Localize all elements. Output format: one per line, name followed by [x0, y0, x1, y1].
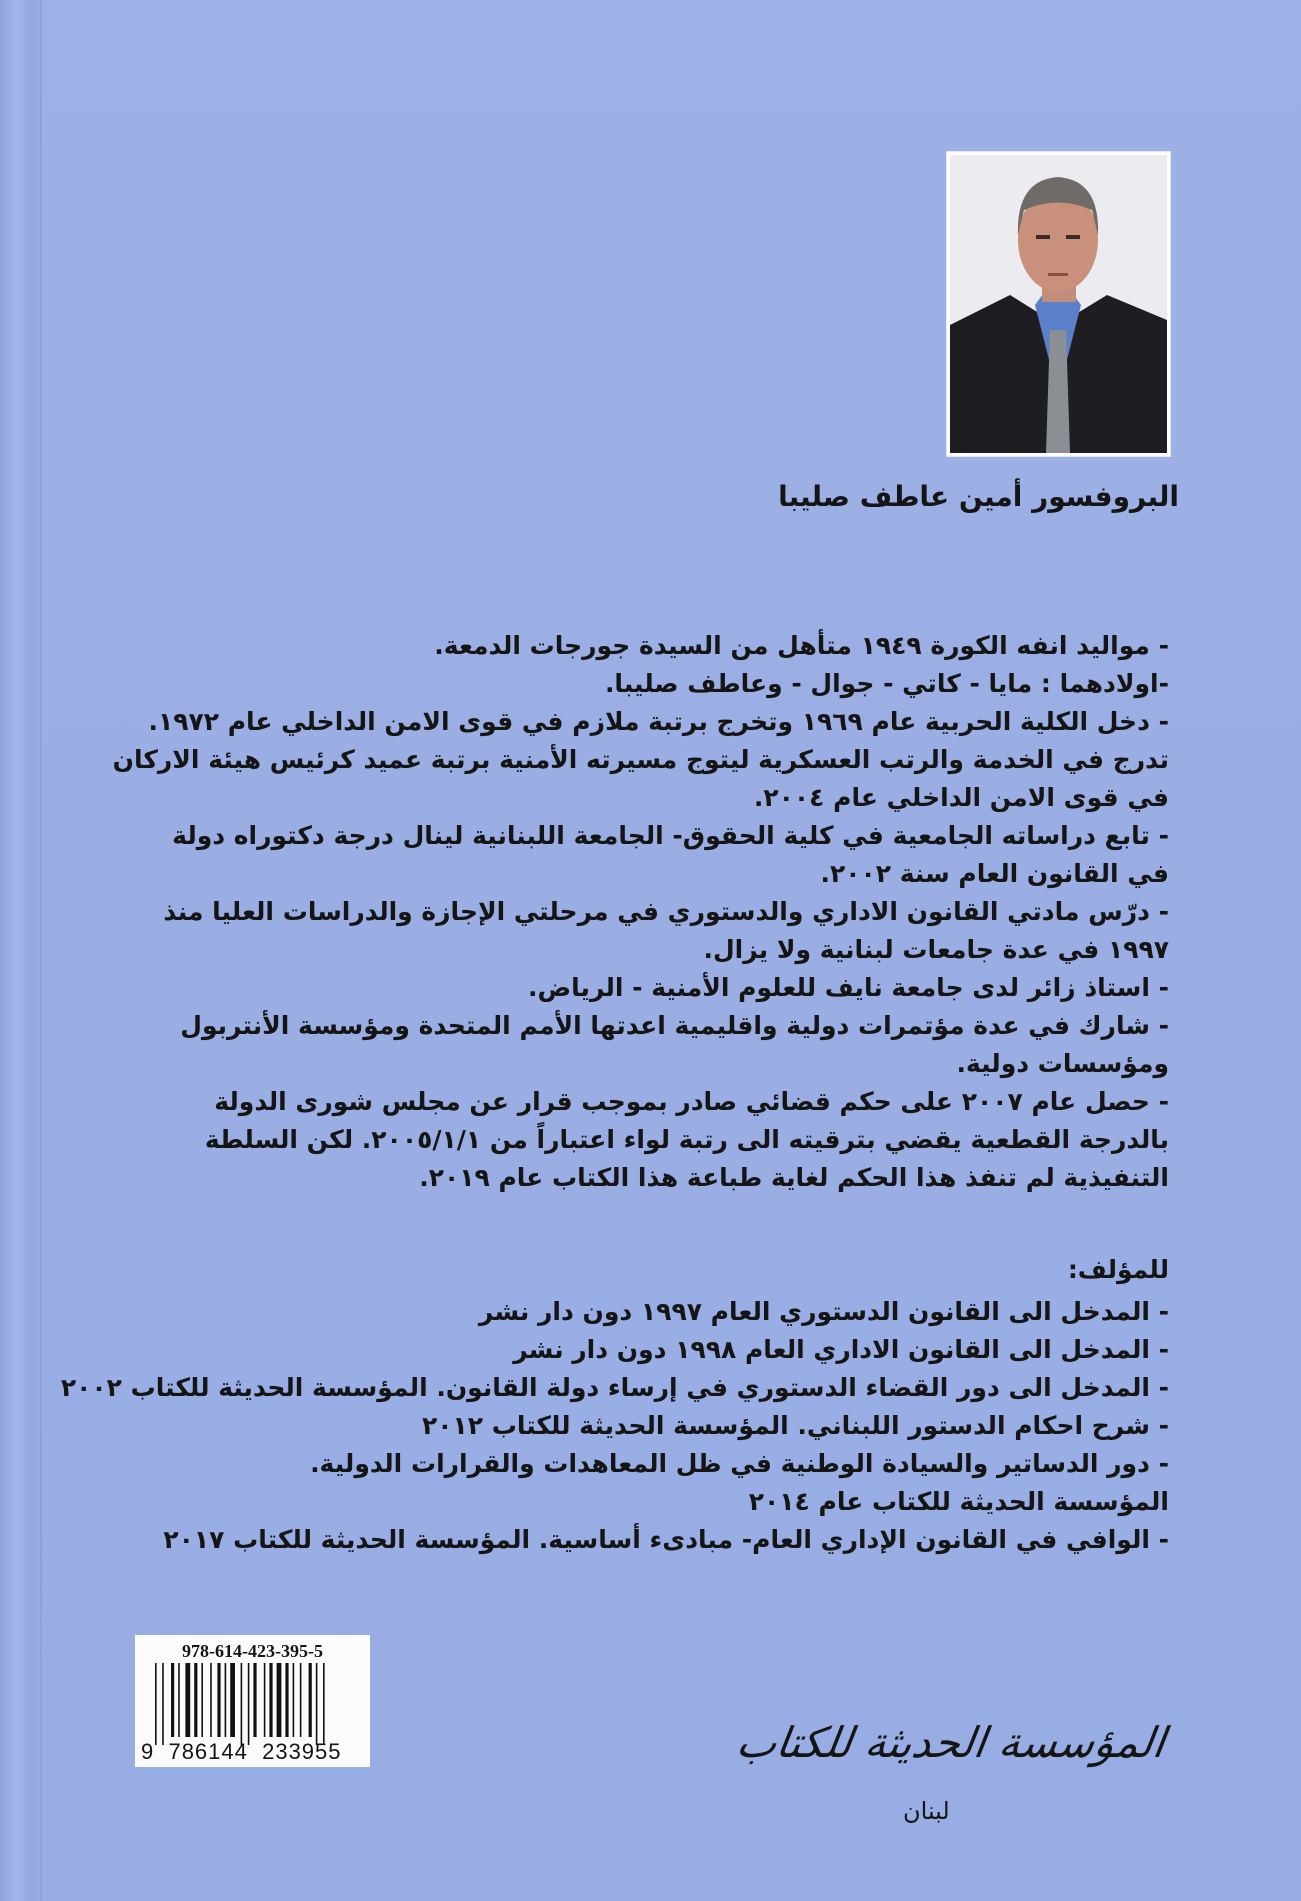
bio-line: - درّس مادتي القانون الاداري والدستوري في مرحلتي الإجازة والدراسات العليا منذ	[163, 897, 1169, 926]
author-works-list	[60, 1293, 1169, 1559]
bio-line: تدرج في الخدمة والرتب العسكرية ليتوج مسيرته الأمنية برتبة عميد كرئيس هيئة الاركان	[112, 745, 1169, 774]
barcode-bar	[155, 1663, 157, 1745]
author-photo	[947, 152, 1170, 456]
barcode-bar	[277, 1663, 282, 1737]
book-spine	[0, 0, 40, 1901]
work-item: - المدخل الى دور القضاء الدستوري في إرساء دولة القانون. المؤسسة الحديثة للكتاب ٢٠٠٢	[60, 1373, 1169, 1402]
barcode-bar	[285, 1663, 288, 1737]
bio-line: - شارك في عدة مؤتمرات دولية واقليمية اعدتها الأمم المتحدة ومؤسسة الأنتربول	[180, 1011, 1169, 1040]
author-name: البروفسور أمين عاطف صليبا	[778, 480, 1179, 513]
publisher-country: لبنان	[903, 1797, 950, 1825]
bio-line: - حصل عام ٢٠٠٧ على حكم قضائي صادر بموجب قرار عن مجلس شورى الدولة	[214, 1087, 1169, 1116]
isbn-barcode	[135, 1635, 370, 1767]
bio-line: التنفيذية لم تنفذ هذا الحكم لغاية طباعة هذا الكتاب عام ٢٠١٩.	[419, 1163, 1169, 1192]
barcode-bar	[269, 1663, 272, 1737]
bio-line: ١٩٩٧ في عدة جامعات لبنانية ولا يزال.	[703, 935, 1169, 964]
bio-line: - استاذ زائر لدى جامعة نايف للعلوم الأمنية - الرياض.	[528, 973, 1169, 1002]
isbn-number: 978-614-423-395-5	[182, 1641, 323, 1661]
bio-line: في القانون العام سنة ٢٠٠٢.	[820, 859, 1169, 888]
work-item: - شرح احكام الدستور اللبناني. المؤسسة الحديثة للكتاب ٢٠١٢	[421, 1411, 1169, 1440]
bio-line: - تابع دراساته الجامعية في كلية الحقوق- الجامعة اللبنانية لينال درجة دكتوراه دولة	[172, 821, 1169, 850]
work-item: - المدخل الى القانون الدستوري العام ١٩٩٧ دون دار نشر	[478, 1297, 1169, 1326]
bio-line: - مواليد انفه الكورة ١٩٤٩ متأهل من السيدة جورجات الدمعة.	[434, 631, 1169, 660]
work-item: المؤسسة الحديثة للكتاب عام ٢٠١٤	[748, 1487, 1169, 1516]
work-item: - دور الدساتير والسيادة الوطنية في ظل المعاهدات والقرارات الدولية.	[310, 1449, 1169, 1478]
barcode-bars	[155, 1663, 355, 1745]
bio-line: ومؤسسات دولية.	[956, 1049, 1169, 1078]
bio-line: بالدرجة القطعية يقضي بترقيته الى رتبة لواء اعتباراً من ٢٠٠٥/١/١. لكن السلطة	[204, 1125, 1169, 1154]
barcode-bar	[293, 1663, 295, 1737]
barcode-bar	[225, 1663, 227, 1737]
barcode-bar	[210, 1663, 212, 1737]
barcode-bar	[194, 1663, 197, 1737]
barcode-bar	[241, 1663, 243, 1745]
barcode-bar	[248, 1663, 250, 1745]
barcode-bar	[178, 1663, 180, 1737]
barcode-digits: 9 786144 233955	[141, 1739, 342, 1764]
spine-edge	[40, 0, 42, 1901]
author-biography	[112, 627, 1169, 1197]
barcode-bar	[230, 1663, 235, 1737]
bio-line: -اولادهما : مايا - كاتي - جوال - وعاطف صليبا.	[604, 669, 1169, 698]
barcode-bar	[217, 1663, 220, 1737]
barcode-bar	[201, 1663, 203, 1737]
bio-line: - دخل الكلية الحربية عام ١٩٦٩ وتخرج برتبة ملازم في قوى الامن الداخلي عام ١٩٧٢.	[148, 707, 1169, 736]
barcode-bar	[171, 1663, 174, 1737]
publisher-logo: المؤسسة الحديثة للكتاب	[733, 1718, 1169, 1767]
barcode-bar	[162, 1663, 164, 1745]
work-item: - الوافي في القانون الإداري العام- مبادىء أساسية. المؤسسة الحديثة للكتاب ٢٠١٧	[163, 1525, 1169, 1554]
barcode-bar	[309, 1663, 312, 1737]
barcode-bar	[264, 1663, 266, 1737]
work-item: - المدخل الى القانون الاداري العام ١٩٩٨ دون دار نشر	[513, 1335, 1169, 1364]
barcode-bar	[185, 1663, 190, 1737]
bio-line: في قوى الامن الداخلي عام ٢٠٠٤.	[753, 783, 1169, 812]
barcode-bar	[316, 1663, 318, 1745]
barcode-bar	[300, 1663, 302, 1737]
barcode-bar	[253, 1663, 256, 1737]
barcode-bar	[323, 1663, 325, 1745]
works-heading: للمؤلف:	[1067, 1255, 1169, 1284]
